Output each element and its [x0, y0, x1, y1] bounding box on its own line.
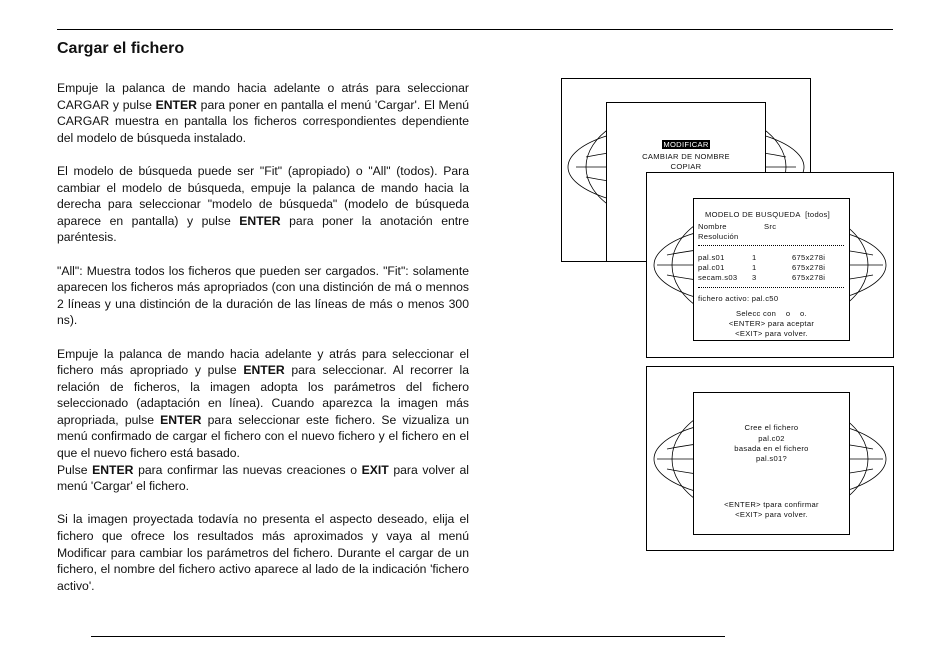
col-nombre: Nombre [698, 222, 727, 231]
paragraph-3: "All": Muestra todos los ficheros que pueden ser cargados. "Fit": solamente aparecen los ficheros más apropriados (con una distinción de má o mennos 2 líneas y una distinción de la duración de las líneas de más o menos 300 ns). [57, 263, 469, 328]
col-src: Src [764, 222, 777, 231]
paragraph-4: Empuje la palanca de mando hacia adelante y atrás para seleccionar el fichero más apropriado y pulse ENTER para seleccionar. Al recorrer la relación de ficheros, la imagen adopta los parámetros del fichero seleccionado (adaptación en línea). Cuando aparezca la imagen más apropriada, pulse ENTER para seleccionar este fichero. Se vizualiza un menú confirmado de cargar el fichero con el nuevo fichero y el fichero en el que el nuevo fichero está basado. [57, 346, 469, 461]
confirm-line-1: Cree el fichero [744, 423, 799, 432]
confirm-base-file: pal.s01? [755, 454, 788, 463]
confirm-enter-hint[interactable]: <ENTER> tpara confirmar [724, 500, 819, 509]
paragraph-5: Pulse ENTER para confirmar las nuevas creaciones o EXIT para volver al menú 'Cargar' el fichero. [57, 462, 470, 494]
top-rule [57, 29, 893, 30]
menu-item-cambiar-nombre[interactable]: CAMBIAR DE NOMBRE [642, 152, 730, 161]
screen-confirm [646, 366, 894, 551]
confirm-box [693, 392, 850, 535]
load-menu-box: MODELO DE BUSQUEDA [todos] Nombre Src Resolución pal.s01 1 675x278i pal.c01 1 675x278i secam.s03 3 675x278i fichero activo: pal.c50 Selecc con o o. <ENTER> para aceptar <EXIT> para volver. [693, 198, 850, 341]
exit-hint: <EXIT> para volver. [735, 329, 808, 338]
col-resolucion: Resolución [698, 232, 739, 241]
screen-load-menu [646, 172, 894, 358]
page-title: Cargar el fichero [57, 40, 185, 57]
separator [698, 245, 844, 246]
enter-hint: <ENTER> para aceptar [728, 319, 815, 328]
bottom-rule [91, 636, 725, 637]
menu-item-copiar[interactable]: COPIAR [670, 162, 702, 171]
active-file: fichero activo: pal.c50 [698, 294, 779, 303]
select-hint: Selecc con o o. [736, 309, 807, 318]
search-model-value[interactable]: [todos] [805, 210, 831, 219]
search-model-label[interactable]: MODELO DE BUSQUEDA [705, 210, 801, 219]
paragraph-2: El modelo de búsqueda puede ser "Fit" (apropiado) o "All" (todos). Para cambiar el modelo de búsqueda, empuje la palanca de mando hacia la derecha para seleccionar "modelo de búsqueda" (modelo de búsqueda aparece en pantalla) y pulse ENTER para poner la anotación entre paréntesis. [57, 163, 469, 245]
separator [698, 287, 844, 288]
confirm-exit-hint[interactable]: <EXIT> para volver. [735, 510, 808, 519]
menu-item-modificar[interactable]: MODIFICAR [663, 140, 709, 149]
paragraph-6: Si la imagen proyectada todavía no presenta el aspecto deseado, elija el fichero que ofrece los resultados más aproximados y vaya al menú Modificar para cambiar los parámetros del fichero. Durante el cargar de un fichero, el nombre del fichero activo aparece al lado de la indicación 'fichero activo'. [57, 512, 469, 593]
confirm-new-file: pal.c02 [758, 434, 785, 443]
body-text [57, 80, 469, 611]
confirm-line-3: basada en el fichero [734, 444, 809, 453]
paragraph-1: Empuje la palanca de mando hacia adelante o atrás para seleccionar CARGAR y pulse ENTER para poner en pantalla el menú 'Cargar'. El Menú CARGAR muestra en pantalla los ficheros correspondientes dependiente del modelo de búsqueda instalado. [57, 81, 470, 145]
